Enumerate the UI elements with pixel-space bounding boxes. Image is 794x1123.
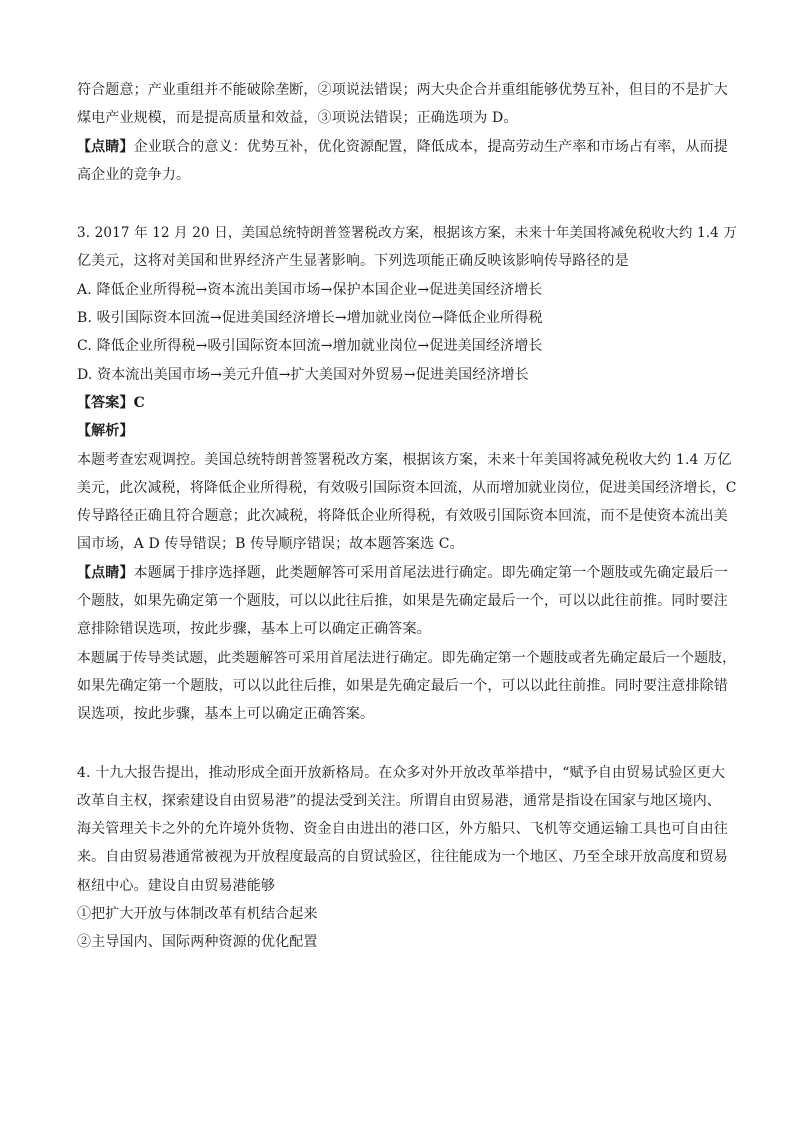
option-d: D. 资本流出美国市场→美元升值→扩大美国对外贸易→促进美国经济增长 [77,366,529,383]
text-line: 符合题意；产业重组并不能破除垄断，②项说法错误；两大央企合并重组能够优势互补，但目的不是扩大 [77,82,728,98]
text-line: 意排除错误选项，按此步骤，基本上可以确定正确答案。 [77,621,431,638]
text-line: 高企业的竞争力。 [77,166,191,183]
analysis-line: 传导路径正确且符合题意；此次减税，将降低企业所得税，有效吸引国际资本回流，而不是使资本流出美 [77,508,728,525]
text-line: 误选项，按此步骤，基本上可以确定正确答案。 [77,706,375,723]
question-4-stem: 4. 十九大报告提出，推动形成全面开放新格局。在众多对外开放改革举措中，“赋予自由贸易试验区更大 [77,764,726,781]
statement-item: ①把扩大开放与体制改革有机结合起来 [77,906,318,923]
analysis-line: 美元，此次减税，将降低企业所得税，有效吸引国际资本回流，从而增加就业岗位，促进美国经济增长，C [77,479,737,496]
text-line: 本题属于传导类试题，此类题解答可采用首尾法进行确定。即先确定第一个题肢或者先确定最后一个题肢， [77,649,737,666]
question-4-stem: 来。自由贸易港通常被视为开放程度最高的自贸试验区，往往能成为一个地区、乃至全球开放高度和贸易 [77,849,728,866]
option-b: B. 吸引国际资本回流→促进美国经济增长→增加就业岗位→降低企业所得税 [77,310,543,327]
point-paragraph [77,133,737,161]
point-label: 【点睛】 [77,138,134,155]
text-line: 煤电产业规模，而是提高质量和效益，③项说法错误；正确选项为 D。 [77,110,518,127]
question-4-stem: 海关管理关卡之外的允许境外货物、资金自由进出的港口区，外方船只、飞机等交通运输工具也可自由往 [77,821,728,838]
text-line: 本题属于排序选择题，此类题解答可采用首尾法进行确定。即先确定第一个题肢或先确定最后一 [133,564,728,581]
option-a: A. 降低企业所得税→资本流出美国市场→保护本国企业→促进美国经济增长 [77,281,543,298]
text-line: 个题肢，如果先确定第一个题肢，可以以此往后推，如果是先确定最后一个，可以以此往前推。同时要注 [77,593,728,610]
text-line: 企业联合的意义：优势互补，优化资源配置，降低成本，提高劳动生产率和市场占有率，从而提 [133,138,728,155]
point-paragraph [77,559,737,587]
analysis-line: 国市场，A D 传导错误；B 传导顺序错误；故本题答案选 C。 [77,536,464,553]
question-3-stem: 3. 2017 年 12 月 20 日，美国总统特朗普签署税改方案，根据该方案，未来十年美国将减免税收大约 1.4 万 [77,225,737,242]
document-page [77,76,737,957]
question-4-stem: 枢纽中心。建设自由贸易港能够 [77,877,276,894]
point-label: 【点睛】 [77,564,134,581]
answer-label: 【答案】C [77,394,145,411]
question-4-stem: 改革自主权，探索建设自由贸易港”的提法受到关注。所谓自由贸易港，通常是指设在国家与地区境内、 [77,792,722,809]
analysis-line: 本题考查宏观调控。美国总统特朗普签署税改方案，根据该方案，未来十年美国将减免税收大约 1.4 万亿 [77,451,732,468]
question-3-stem: 亿美元，这将对美国和世界经济产生显著影响。下列选项能正确反映该影响传导路径的是 [77,253,629,270]
option-c: C. 降低企业所得税→吸引国际资本回流→增加就业岗位→促进美国经济增长 [77,338,543,355]
analysis-label: 【解析】 [77,423,134,440]
statement-item: ②主导国内、国际两种资源的优化配置 [77,934,318,951]
text-line: 如果先确定第一个题肢，可以以此往后推，如果是先确定最后一个，可以以此往前推。同时要注意排除错 [77,677,728,694]
